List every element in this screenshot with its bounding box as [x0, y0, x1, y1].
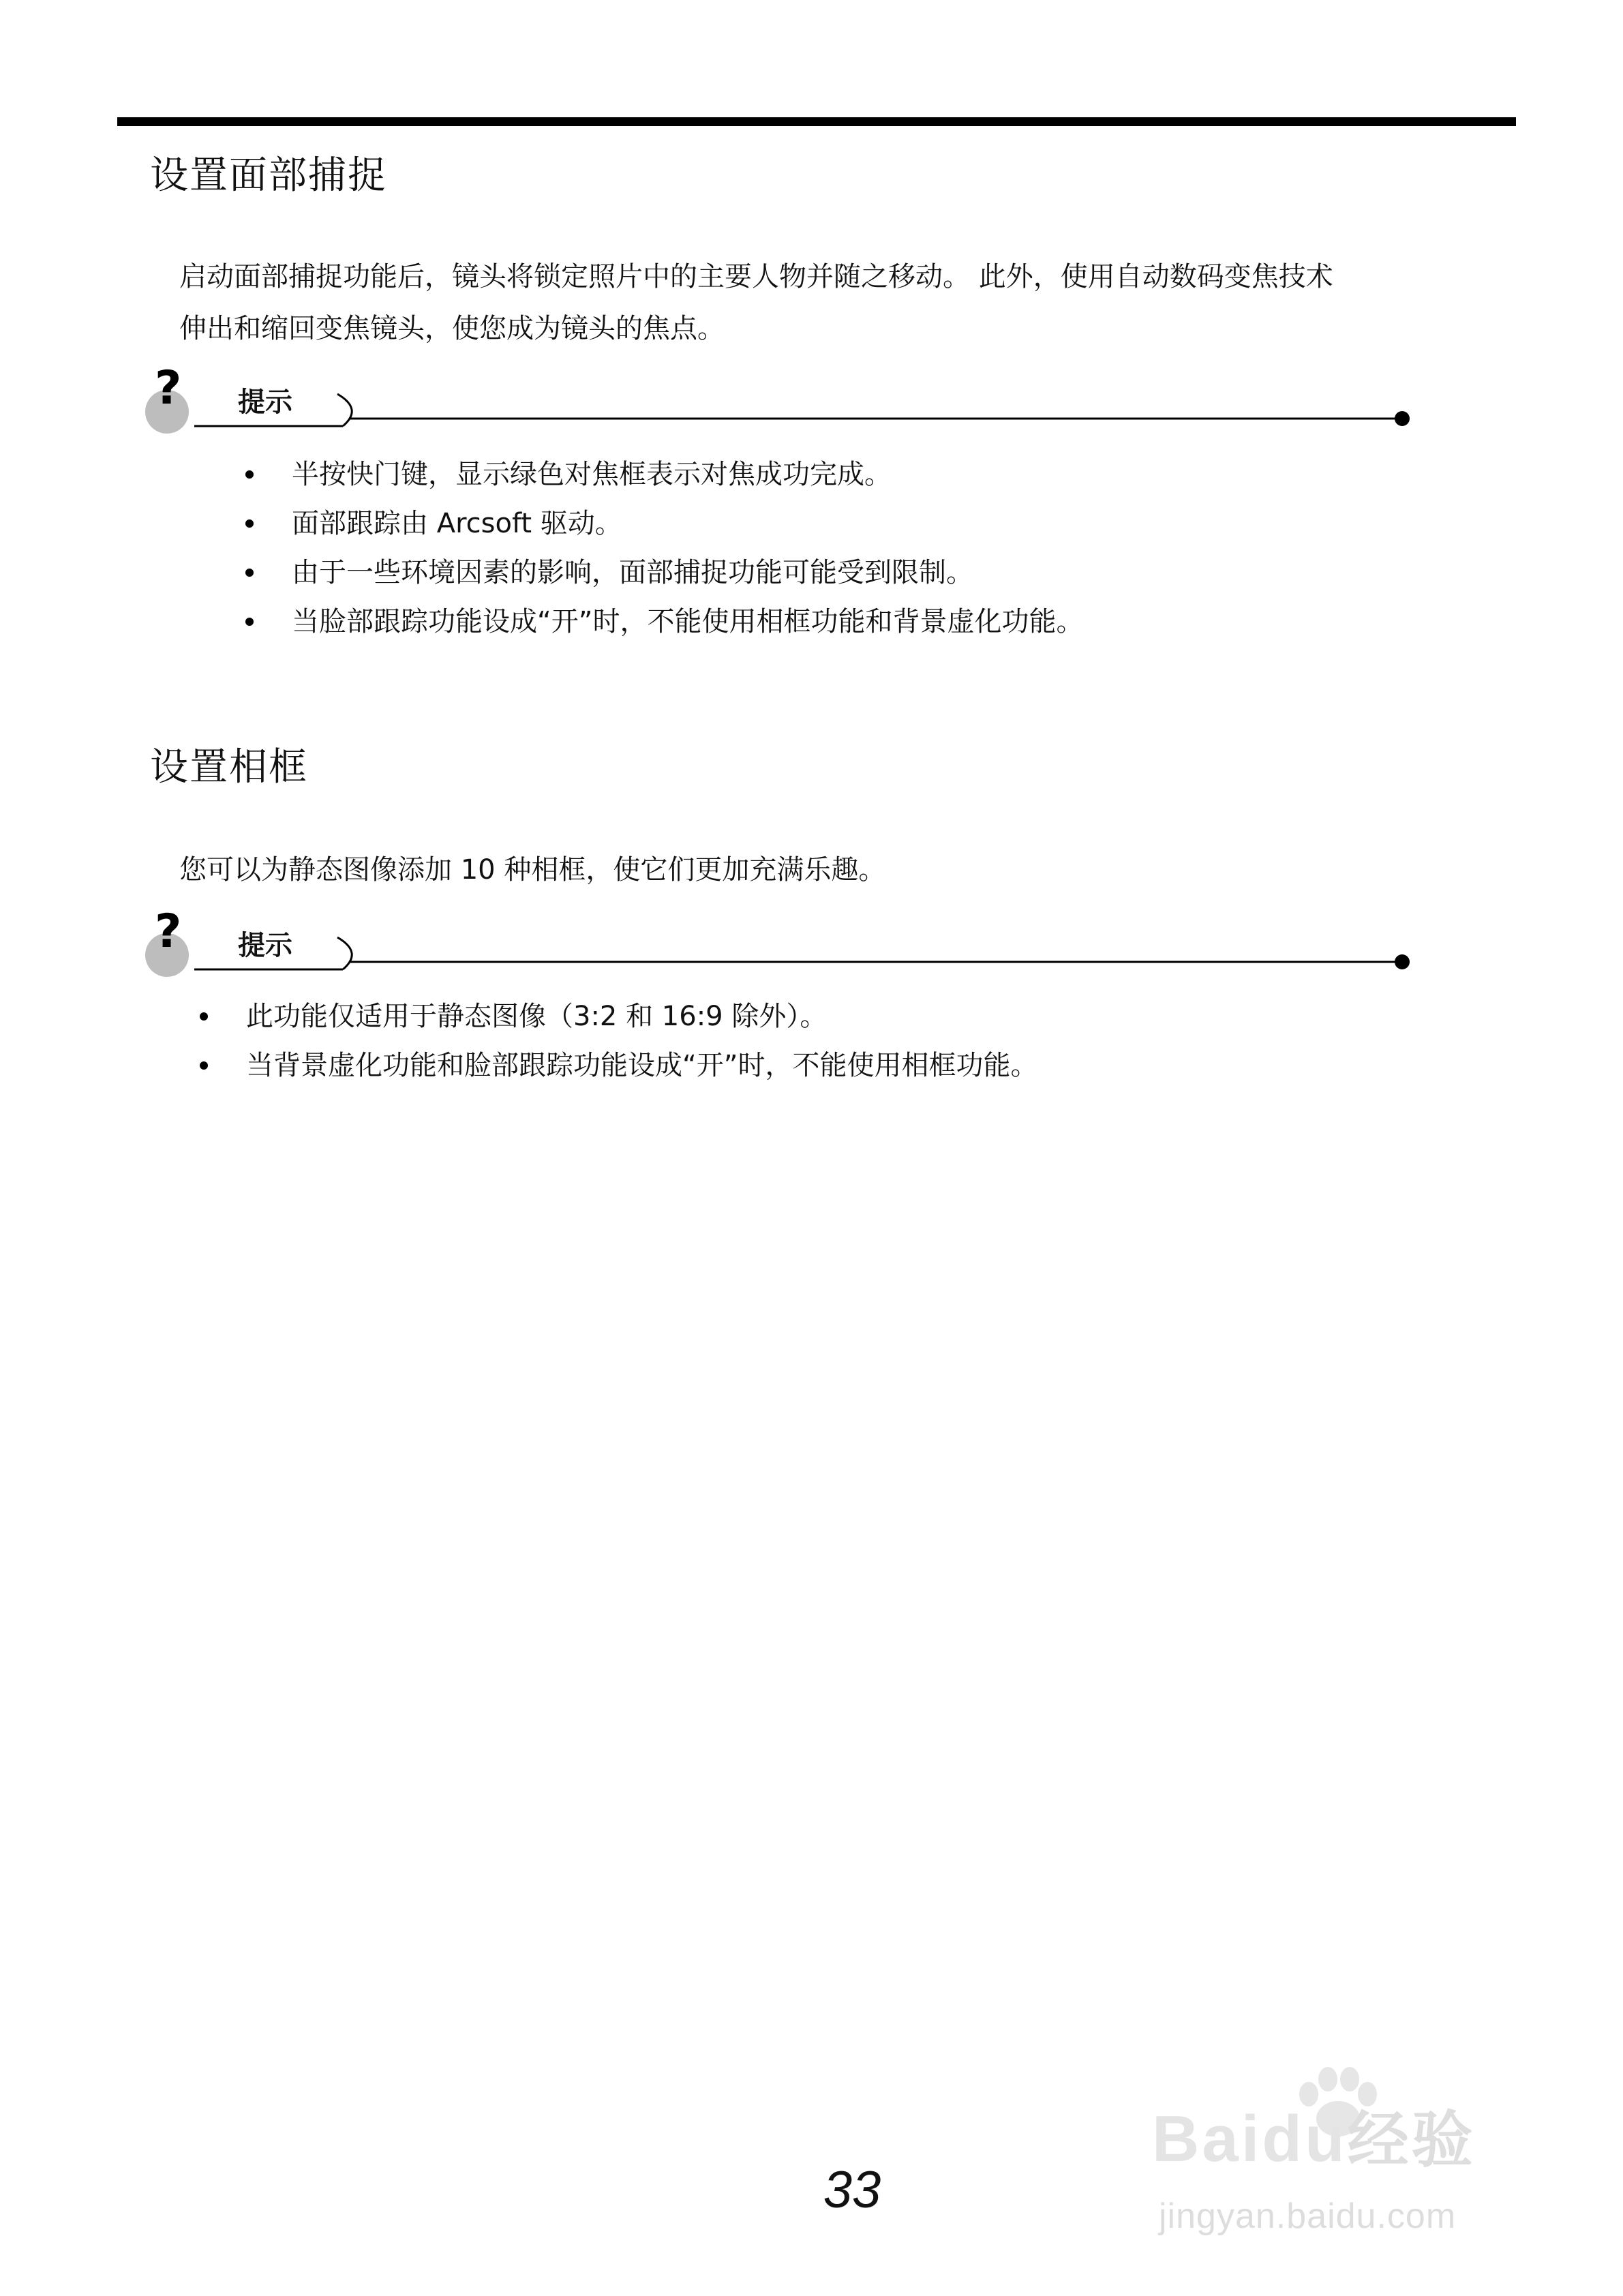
paragraph-line: 您可以为静态图像添加 10 种相框，使它们更加充满乐趣。	[179, 854, 886, 886]
tip-label: 提示	[238, 387, 292, 418]
tip-rule	[145, 374, 1420, 428]
watermark-brand: Baidu经验	[1152, 2102, 1476, 2175]
tip-label: 提示	[238, 930, 292, 961]
baidu-jingyan-watermark	[1152, 2059, 1534, 2263]
section-title-frame: 设置相框	[150, 745, 308, 789]
paragraph-line: 伸出和缩回变焦镜头，使您成为镜头的焦点。	[179, 313, 725, 344]
face-capture-paragraph	[179, 251, 1519, 354]
tip-rule	[145, 917, 1420, 971]
watermark-url: jingyan.baidu.com	[1159, 2196, 1457, 2236]
question-mark-icon: ?	[155, 905, 182, 958]
section-title-face-capture: 设置面部捕捉	[150, 153, 387, 198]
tip-header-frame	[145, 905, 1420, 971]
frame-paragraph	[179, 844, 1519, 896]
page-number: 33	[823, 2161, 881, 2219]
top-rule	[117, 117, 1516, 126]
tip-header-face-capture	[145, 361, 1420, 428]
paragraph-line: 启动面部捕捉功能后，镜头将锁定照片中的主要人物并随之移动。 此外，使用自动数码变焦技术	[179, 261, 1333, 292]
question-mark-icon: ?	[155, 361, 182, 415]
